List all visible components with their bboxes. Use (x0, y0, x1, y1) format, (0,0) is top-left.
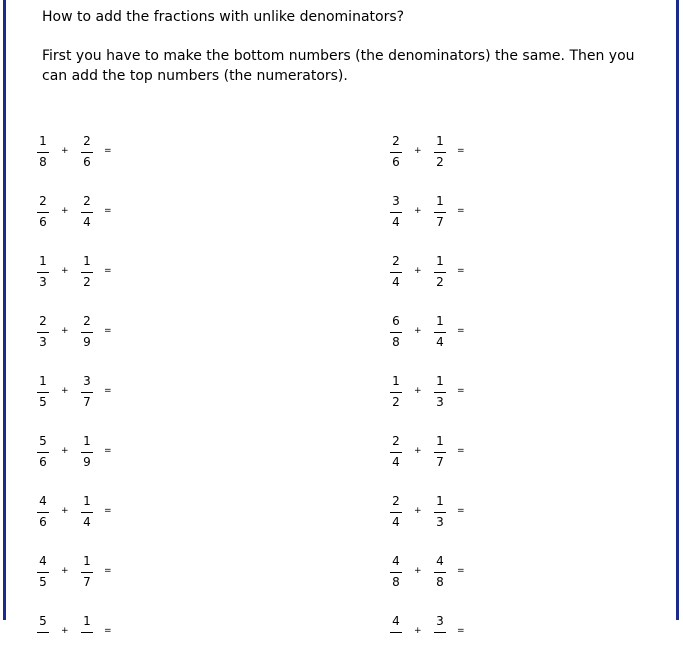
denominator: 9 (83, 335, 91, 349)
numerator: 2 (392, 254, 400, 268)
numerator: 4 (392, 554, 400, 568)
numerator: 3 (83, 374, 91, 388)
fraction-bar (37, 332, 49, 333)
fraction-bar (37, 512, 49, 513)
numerator: 5 (39, 614, 47, 628)
denominator: 9 (83, 455, 91, 469)
denominator: 2 (436, 155, 444, 169)
fraction-bar (434, 272, 446, 273)
numerator: 5 (39, 434, 47, 448)
fraction-bar (434, 392, 446, 393)
denominator: 7 (83, 575, 91, 589)
denominator: 3 (436, 395, 444, 409)
fraction-bar (81, 632, 93, 633)
fraction-problem (389, 614, 509, 664)
fraction-problem (389, 554, 509, 604)
page-border-right (676, 0, 679, 620)
fraction-problem (389, 374, 509, 424)
equals-sign: = (457, 566, 465, 576)
fraction-bar (390, 272, 402, 273)
instructions-text: First you have to make the bottom numbers (the denominators) the same. Then you can add the top numbers (the numerators). (42, 48, 635, 84)
denominator: 5 (39, 395, 47, 409)
denominator: 4 (436, 335, 444, 349)
fraction-bar (390, 332, 402, 333)
denominator: 6 (392, 155, 400, 169)
denominator: 4 (83, 215, 91, 229)
fraction-bar (434, 332, 446, 333)
denominator: 8 (39, 155, 47, 169)
denominator: 4 (392, 215, 400, 229)
equals-sign: = (457, 326, 465, 336)
denominator: 7 (83, 395, 91, 409)
fraction-bar (390, 572, 402, 573)
fraction-bar (37, 152, 49, 153)
numerator: 3 (436, 614, 444, 628)
fraction-bar (434, 152, 446, 153)
plus-sign: + (61, 626, 69, 636)
plus-sign: + (414, 446, 422, 456)
fraction-bar (81, 512, 93, 513)
numerator: 2 (392, 494, 400, 508)
fraction-bar (37, 572, 49, 573)
fraction-bar (37, 392, 49, 393)
numerator: 2 (39, 194, 47, 208)
numerator: 1 (436, 134, 444, 148)
fraction-bar (434, 512, 446, 513)
plus-sign: + (61, 506, 69, 516)
fraction-problem (389, 194, 509, 244)
fraction-bar (81, 332, 93, 333)
page-border-left (3, 0, 6, 620)
equals-sign: = (104, 386, 112, 396)
denominator: 2 (392, 395, 400, 409)
fraction-problem (389, 434, 509, 484)
denominator: 5 (39, 575, 47, 589)
denominator: 3 (39, 335, 47, 349)
equals-sign: = (457, 266, 465, 276)
equals-sign: = (104, 206, 112, 216)
denominator: 4 (83, 515, 91, 529)
equals-sign: = (457, 146, 465, 156)
numerator: 1 (436, 494, 444, 508)
numerator: 4 (392, 614, 400, 628)
fraction-problem (36, 434, 156, 484)
fraction-bar (81, 272, 93, 273)
fraction-bar (37, 212, 49, 213)
numerator: 4 (436, 554, 444, 568)
numerator: 1 (39, 254, 47, 268)
numerator: 1 (392, 374, 400, 388)
numerator: 1 (83, 494, 91, 508)
denominator: 8 (436, 575, 444, 589)
equals-sign: = (457, 446, 465, 456)
fraction-problem (389, 254, 509, 304)
denominator: 4 (392, 275, 400, 289)
fraction-bar (390, 512, 402, 513)
fraction-bar (37, 632, 49, 633)
equals-sign: = (104, 446, 112, 456)
numerator: 1 (436, 434, 444, 448)
fraction-bar (37, 452, 49, 453)
fraction-problem (389, 134, 509, 184)
fraction-bar (390, 632, 402, 633)
denominator: 6 (83, 155, 91, 169)
numerator: 6 (392, 314, 400, 328)
fraction-problem (389, 314, 509, 364)
fraction-problem (36, 554, 156, 604)
numerator: 1 (436, 254, 444, 268)
plus-sign: + (414, 266, 422, 276)
fraction-problem (389, 494, 509, 544)
fraction-problem (36, 374, 156, 424)
fraction-bar (81, 572, 93, 573)
denominator: 8 (392, 335, 400, 349)
numerator: 4 (39, 554, 47, 568)
equals-sign: = (457, 206, 465, 216)
numerator: 2 (83, 314, 91, 328)
numerator: 1 (83, 434, 91, 448)
equals-sign: = (104, 506, 112, 516)
equals-sign: = (104, 626, 112, 636)
fraction-problem (36, 494, 156, 544)
fraction-bar (434, 452, 446, 453)
fraction-problem (36, 194, 156, 244)
worksheet-title: How to add the fractions with unlike denominators? (42, 9, 405, 25)
fraction-bar (390, 212, 402, 213)
denominator: 3 (39, 275, 47, 289)
denominator: 3 (436, 515, 444, 529)
numerator: 2 (392, 434, 400, 448)
fraction-bar (81, 212, 93, 213)
fraction-bar (390, 452, 402, 453)
equals-sign: = (457, 506, 465, 516)
numerator: 1 (39, 374, 47, 388)
plus-sign: + (61, 386, 69, 396)
fraction-bar (81, 152, 93, 153)
numerator: 2 (83, 134, 91, 148)
denominator: 6 (39, 455, 47, 469)
fraction-bar (390, 152, 402, 153)
plus-sign: + (414, 566, 422, 576)
numerator: 1 (436, 194, 444, 208)
plus-sign: + (61, 266, 69, 276)
denominator: 6 (39, 215, 47, 229)
plus-sign: + (414, 506, 422, 516)
numerator: 3 (392, 194, 400, 208)
fraction-problem (36, 254, 156, 304)
plus-sign: + (414, 146, 422, 156)
plus-sign: + (414, 386, 422, 396)
fraction-bar (434, 212, 446, 213)
equals-sign: = (104, 266, 112, 276)
plus-sign: + (61, 566, 69, 576)
denominator: 2 (83, 275, 91, 289)
plus-sign: + (61, 146, 69, 156)
denominator: 4 (392, 455, 400, 469)
fraction-bar (81, 452, 93, 453)
numerator: 1 (83, 614, 91, 628)
fraction-bar (37, 272, 49, 273)
equals-sign: = (104, 326, 112, 336)
plus-sign: + (61, 206, 69, 216)
fraction-problem (36, 134, 156, 184)
numerator: 1 (83, 554, 91, 568)
fraction-problem (36, 614, 156, 664)
equals-sign: = (457, 386, 465, 396)
numerator: 4 (39, 494, 47, 508)
denominator: 8 (392, 575, 400, 589)
fraction-bar (434, 572, 446, 573)
numerator: 1 (436, 314, 444, 328)
denominator: 7 (436, 455, 444, 469)
fraction-bar (390, 392, 402, 393)
denominator: 7 (436, 215, 444, 229)
numerator: 1 (436, 374, 444, 388)
fraction-problem (36, 314, 156, 364)
denominator: 6 (39, 515, 47, 529)
numerator: 2 (392, 134, 400, 148)
equals-sign: = (457, 626, 465, 636)
numerator: 2 (83, 194, 91, 208)
equals-sign: = (104, 146, 112, 156)
numerator: 1 (39, 134, 47, 148)
plus-sign: + (414, 206, 422, 216)
plus-sign: + (61, 326, 69, 336)
denominator: 2 (436, 275, 444, 289)
plus-sign: + (414, 626, 422, 636)
numerator: 1 (83, 254, 91, 268)
plus-sign: + (61, 446, 69, 456)
fraction-bar (81, 392, 93, 393)
denominator: 4 (392, 515, 400, 529)
equals-sign: = (104, 566, 112, 576)
fraction-bar (434, 632, 446, 633)
numerator: 2 (39, 314, 47, 328)
plus-sign: + (414, 326, 422, 336)
